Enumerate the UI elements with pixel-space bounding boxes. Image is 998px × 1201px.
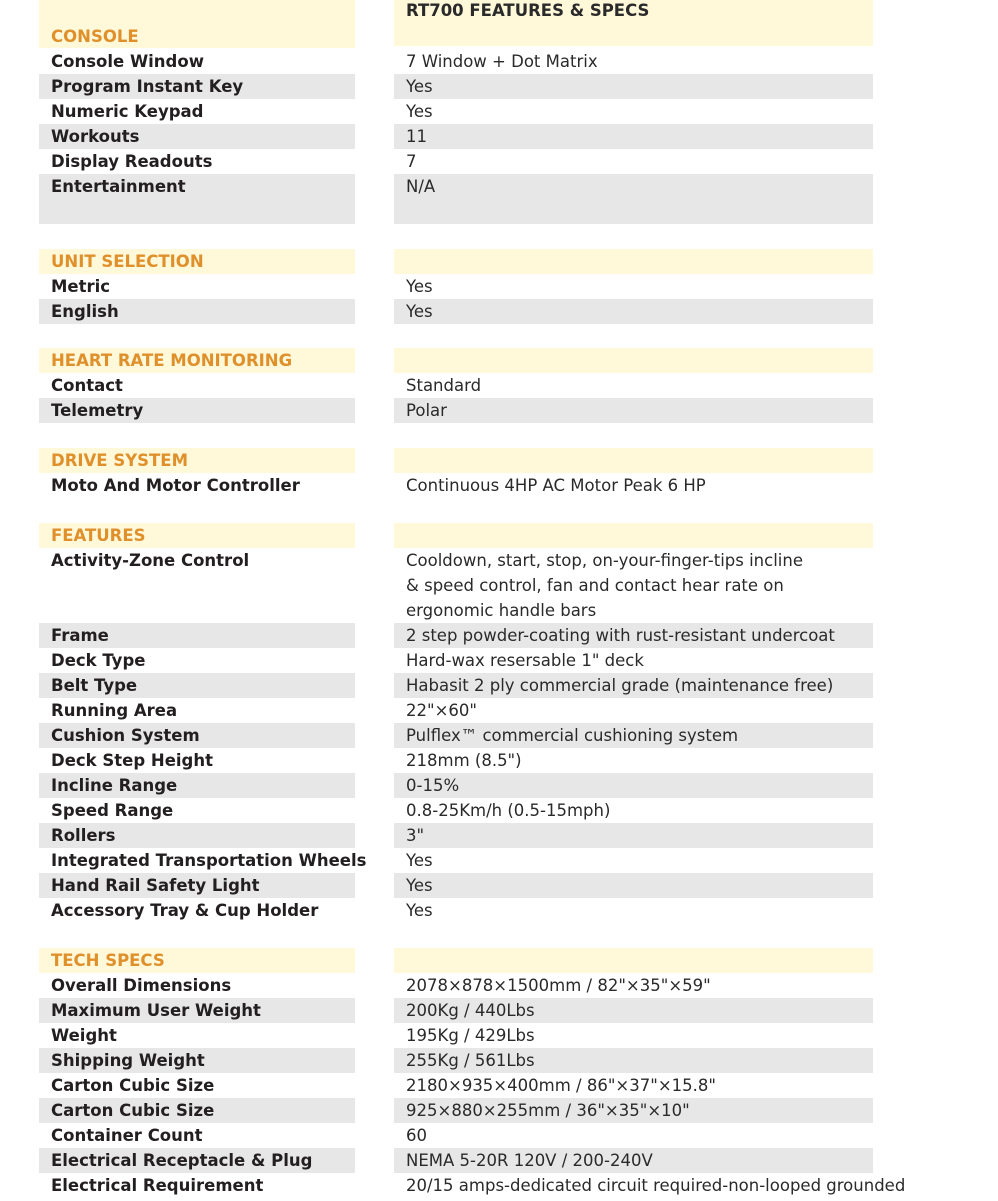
- spec-value: 925×880×255mm / 36"×35"×10": [406, 1101, 690, 1120]
- spec-value: 11: [406, 127, 427, 146]
- spec-label: Entertainment: [51, 177, 186, 196]
- section-heading: UNIT SELECTION: [51, 252, 204, 271]
- row-stripe-right: [394, 124, 873, 149]
- spec-value: 60: [406, 1126, 427, 1145]
- spec-label: Integrated Transportation Wheels: [51, 851, 367, 870]
- section-heading: HEART RATE MONITORING: [51, 351, 293, 370]
- spec-value: Yes: [406, 901, 433, 920]
- spec-value: 22"×60": [406, 701, 477, 720]
- section-heading: CONSOLE: [51, 27, 139, 46]
- spec-value-line: & speed control, fan and contact hear rate on: [406, 576, 784, 595]
- spec-label: Weight: [51, 1026, 117, 1045]
- section-band-right: [394, 448, 873, 473]
- spec-value: 3": [406, 826, 425, 845]
- spec-value: 2078×878×1500mm / 82"×35"×59": [406, 976, 711, 995]
- spec-value: 255Kg / 561Lbs: [406, 1051, 535, 1070]
- spec-value: Standard: [406, 376, 482, 395]
- spec-label: Overall Dimensions: [51, 976, 232, 995]
- section-band-right: [394, 948, 873, 973]
- spec-label: Contact: [51, 376, 123, 395]
- spec-label: Belt Type: [51, 676, 138, 695]
- spec-label: Container Count: [51, 1126, 203, 1145]
- section-band-right: [394, 348, 873, 373]
- spec-label: Speed Range: [51, 801, 174, 820]
- spec-value: 218mm (8.5"): [406, 751, 522, 770]
- spec-value: 20/15 amps-dedicated circuit required-non-looped grounded: [406, 1176, 906, 1195]
- spec-value: 0-15%: [406, 776, 460, 795]
- row-stripe-right: [394, 823, 873, 848]
- spec-label: Workouts: [51, 127, 140, 146]
- spec-label: Activity-Zone Control: [51, 551, 250, 570]
- spec-value: NEMA 5-20R 120V / 200-240V: [406, 1151, 653, 1170]
- section-heading: TECH SPECS: [51, 951, 165, 970]
- spec-value-line: Cooldown, start, stop, on-your-finger-tips incline: [406, 551, 803, 570]
- section-heading: FEATURES: [51, 526, 146, 545]
- row-stripe-right: [394, 74, 873, 99]
- spec-value: Yes: [406, 77, 433, 96]
- spec-label: Carton Cubic Size: [51, 1076, 215, 1095]
- spec-value: 2180×935×400mm / 86"×37"×15.8": [406, 1076, 716, 1095]
- row-stripe-right: [394, 398, 873, 423]
- section-heading: DRIVE SYSTEM: [51, 451, 188, 470]
- spec-value: Yes: [406, 302, 433, 321]
- spec-label: Numeric Keypad: [51, 102, 204, 121]
- spec-value: 200Kg / 440Lbs: [406, 1001, 535, 1020]
- spec-label: Frame: [51, 626, 109, 645]
- spec-value: 0.8-25Km/h (0.5-15mph): [406, 801, 611, 820]
- section-band-right: [394, 249, 873, 274]
- spec-value: Yes: [406, 876, 433, 895]
- spec-label: Hand Rail Safety Light: [51, 876, 260, 895]
- row-stripe-right: [394, 873, 873, 898]
- spec-label: Telemetry: [51, 401, 144, 420]
- spec-label: Deck Step Height: [51, 751, 214, 770]
- spec-value: Polar: [406, 401, 447, 420]
- spec-label: Maximum User Weight: [51, 1001, 261, 1020]
- spec-value-line: ergonomic handle bars: [406, 601, 597, 620]
- spec-label: Console Window: [51, 52, 204, 71]
- spec-value: 2 step powder-coating with rust-resistant undercoat: [406, 626, 835, 645]
- section-band-right: [394, 523, 873, 548]
- spec-value: 7: [406, 152, 417, 171]
- spec-label: Shipping Weight: [51, 1051, 205, 1070]
- spec-value: Hard-wax resersable 1" deck: [406, 651, 644, 670]
- spec-value: Yes: [406, 102, 433, 121]
- spec-label: Metric: [51, 277, 111, 296]
- spec-label: Deck Type: [51, 651, 146, 670]
- spec-value: Continuous 4HP AC Motor Peak 6 HP: [406, 476, 706, 495]
- spec-label: English: [51, 302, 119, 321]
- spec-label: Display Readouts: [51, 152, 213, 171]
- spec-value: Yes: [406, 277, 433, 296]
- spec-label: Incline Range: [51, 776, 178, 795]
- spec-label: Electrical Receptacle & Plug: [51, 1151, 313, 1170]
- spec-label: Accessory Tray & Cup Holder: [51, 901, 319, 920]
- row-stripe-right: [394, 773, 873, 798]
- spec-value: 7 Window + Dot Matrix: [406, 52, 598, 71]
- spec-value: 195Kg / 429Lbs: [406, 1026, 535, 1045]
- spec-label: Rollers: [51, 826, 116, 845]
- spec-label: Cushion System: [51, 726, 200, 745]
- spec-sheet-title: RT700 FEATURES & SPECS: [406, 1, 650, 20]
- spec-value: Yes: [406, 851, 433, 870]
- spec-value: Pulflex™ commercial cushioning system: [406, 726, 739, 745]
- spec-label: Program Instant Key: [51, 77, 244, 96]
- row-stripe-right: [394, 174, 873, 224]
- spec-label: Carton Cubic Size: [51, 1101, 215, 1120]
- spec-value: N/A: [406, 177, 436, 196]
- spec-value: Habasit 2 ply commercial grade (maintenance free): [406, 676, 834, 695]
- spec-label: Running Area: [51, 701, 178, 720]
- spec-label: Moto And Motor Controller: [51, 476, 300, 495]
- spec-label: Electrical Requirement: [51, 1176, 264, 1195]
- row-stripe-right: [394, 299, 873, 324]
